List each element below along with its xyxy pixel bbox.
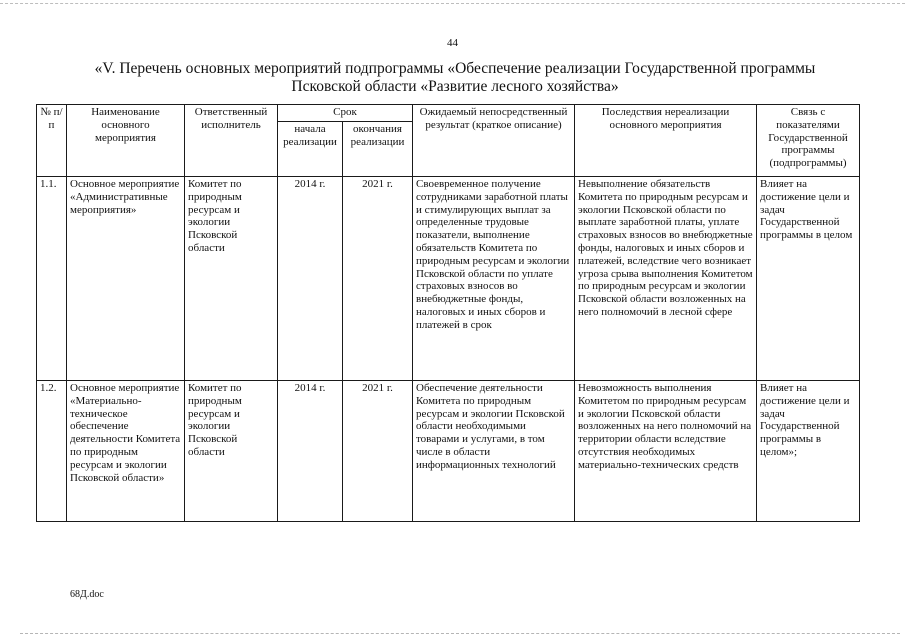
term-start: 2014 г.: [278, 381, 343, 522]
consequences: Невыполнение обязательств Комитета по природным ресурсам и экологии Псковской области по выплате заработной платы, уплате страховых взносов во внебюджетные фонды, налоговых и иных сборов и платежей, вследствие чего возникает угроза срыва выполнения Комитетом по природным ресурсам и экологии Псковской области возложенных на него полномочий в лесной сфере: [575, 177, 757, 381]
header-term-start: начала реализации: [278, 122, 343, 177]
header-consequences: Последствия нереализации основного мероприятия: [575, 105, 757, 177]
activity-name: Основное мероприятие «Материально-техническое обеспечение деятельности Комитета по природным ресурсам и экологии Псковской области»: [67, 381, 185, 522]
table-row: [37, 177, 860, 381]
expected-result: Своевременное получение сотрудниками заработной платы и стимулирующих выплат за определенные трудовые показатели, выполнение обязательств Комитета по природным ресурсам и экологии Псковской области по уплате страховых взносов во внебюджетные фонды, налоговых и иных сборов и платежей в срок: [413, 177, 575, 381]
footer-filename: 68Д.doc: [70, 589, 104, 600]
header-term: Срок: [278, 105, 413, 122]
activities-table: [36, 104, 860, 522]
scan-edge-top: [0, 3, 905, 4]
header-term-end: окончания реализации: [343, 122, 413, 177]
scan-edge-bottom: [20, 633, 900, 634]
term-end: 2021 г.: [343, 381, 413, 522]
section-title: [40, 60, 870, 96]
page-number: 44: [447, 37, 458, 49]
term-start: 2014 г.: [278, 177, 343, 381]
table-header-row: [37, 105, 860, 122]
activity-name: Основное мероприятие «Административные мероприятия»: [67, 177, 185, 381]
row-number: 1.2.: [37, 381, 67, 522]
table-row: [37, 381, 860, 522]
section-title-line-2: Псковской области «Развитие лесного хозяйства»: [291, 78, 619, 95]
header-activity-name: Наименование основного мероприятия: [67, 105, 185, 177]
header-program-link: Связь с показателями Государственной программы (подпрограммы): [757, 105, 860, 177]
program-link: Влияет на достижение цели и задач Государственной программы в целом: [757, 177, 860, 381]
header-number: № п/п: [37, 105, 67, 177]
executor: Комитет по природным ресурсам и экологии Псковской области: [185, 177, 278, 381]
header-executor: Ответственный исполнитель: [185, 105, 278, 177]
row-number: 1.1.: [37, 177, 67, 381]
header-expected-result: Ожидаемый непосредственный результат (краткое описание): [413, 105, 575, 177]
expected-result: Обеспечение деятельности Комитета по природным ресурсам и экологии Псковской области необходимыми товарами и услугами, в том числе в области информационных технологий: [413, 381, 575, 522]
program-link: Влияет на достижение цели и задач Государственной программы в целом»;: [757, 381, 860, 522]
executor: Комитет по природным ресурсам и экологии Псковской области: [185, 381, 278, 522]
consequences: Невозможность выполнения Комитетом по природным ресурсам и экологии Псковской области возложенных на него полномочий на территории области вследствие отсутствия необходимых материально-технических средств: [575, 381, 757, 522]
section-title-line-1: «V. Перечень основных мероприятий подпрограммы «Обеспечение реализации Государственной программы: [94, 60, 816, 77]
term-end: 2021 г.: [343, 177, 413, 381]
